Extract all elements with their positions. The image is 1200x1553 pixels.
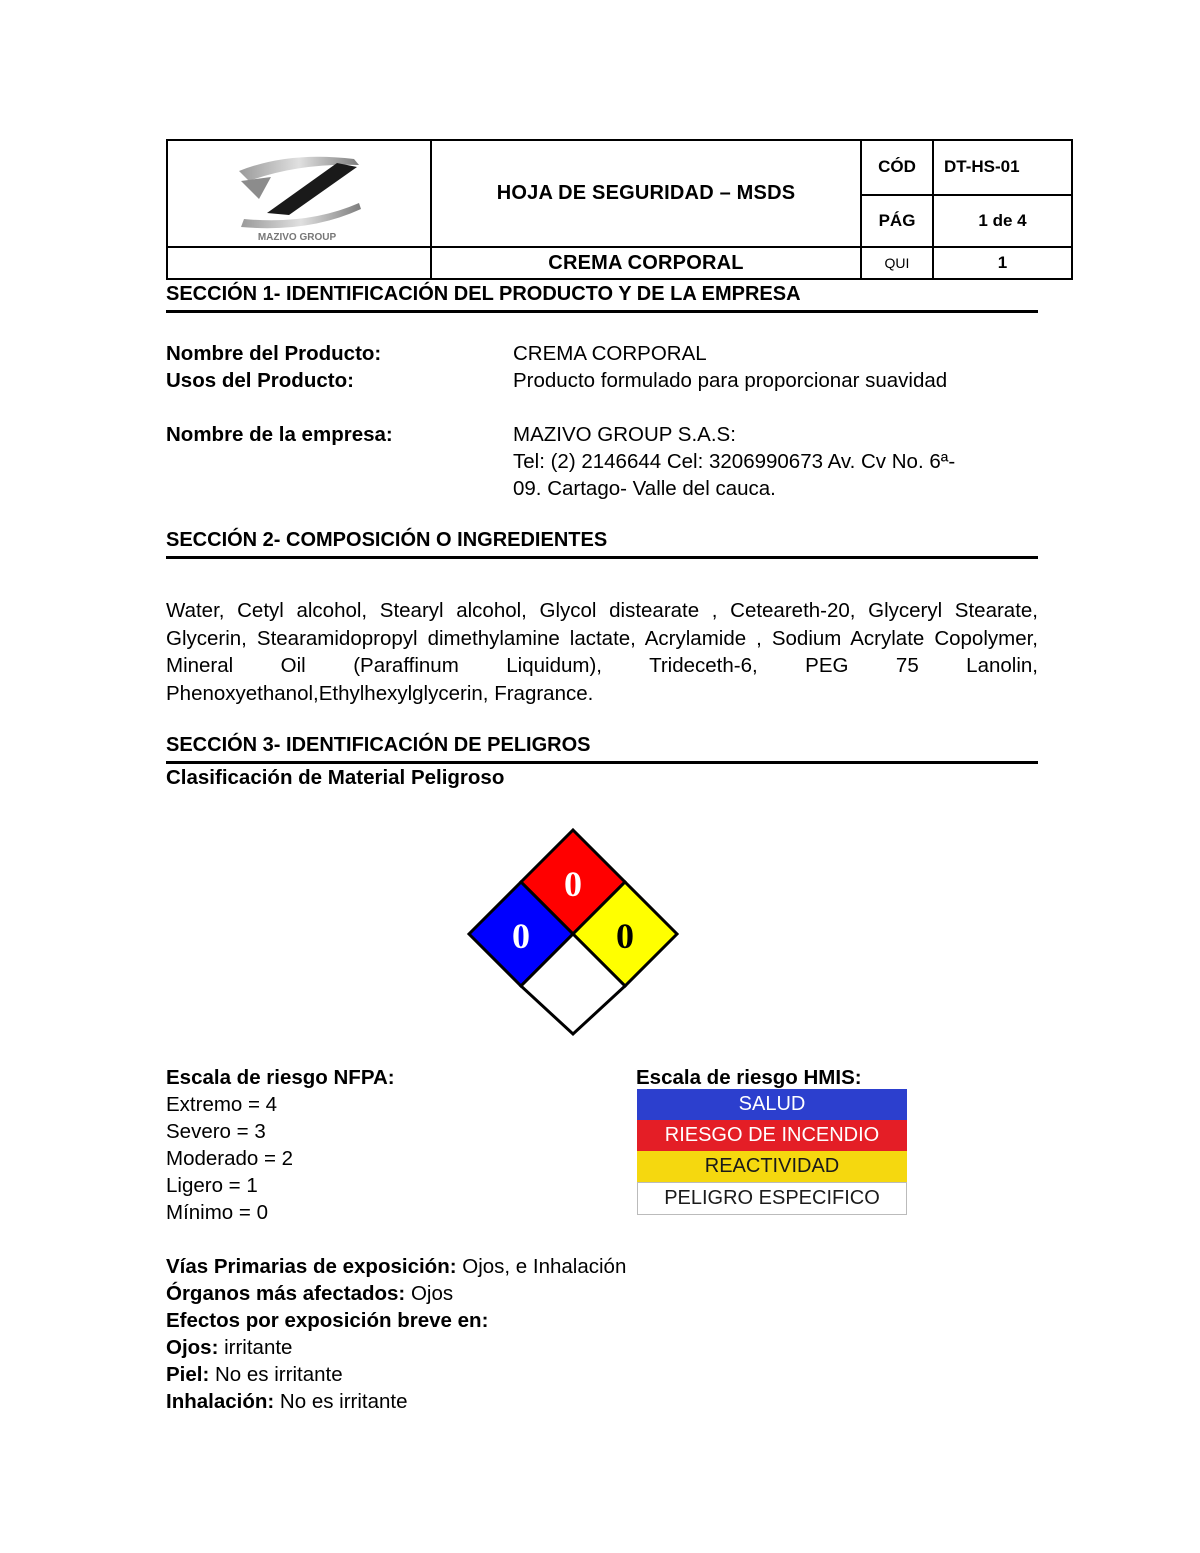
organs-affected (166, 1280, 453, 1307)
document-header (166, 139, 1073, 280)
hmis-scale-title: Escala de riesgo HMIS: (636, 1066, 862, 1089)
page-value: 1 de 4 (933, 195, 1072, 247)
nfpa-scale-item: Extremo = 4 (166, 1093, 278, 1116)
effect-inhalation (166, 1388, 408, 1415)
organs-value: Ojos (405, 1282, 454, 1305)
product-title: CREMA CORPORAL (431, 247, 861, 279)
section1-title: SECCIÓN 1- IDENTIFICACIÓN DEL PRODUCTO Y DE LA EMPRESA (166, 283, 1038, 313)
exposure-routes (166, 1253, 626, 1280)
hmis-row-especifico: PELIGRO ESPECIFICO (637, 1182, 907, 1215)
exposure-routes-value: Ojos, e Inhalación (456, 1255, 627, 1278)
skin-value: No es irritante (209, 1363, 343, 1386)
uses-value: Producto formulado para proporcionar suavidad (513, 369, 948, 392)
section2-title: SECCIÓN 2- COMPOSICIÓN O INGREDIENTES (166, 529, 1038, 559)
nfpa-scale-item: Ligero = 1 (166, 1174, 258, 1197)
contact-line-1: Tel: (2) 2146644 Cel: 3206990673 Av. Cv No. 6ª- (513, 450, 956, 473)
company-logo (219, 141, 379, 241)
section3-subtitle: Clasificación de Material Peligroso (166, 766, 505, 789)
nfpa-scale-item: Severo = 3 (166, 1120, 266, 1143)
hmis-row-salud: SALUD (637, 1089, 907, 1120)
inhalation-value: No es irritante (274, 1390, 408, 1413)
page-label: PÁG (861, 195, 933, 247)
product-name-label: Nombre del Producto: (166, 342, 382, 365)
eyes-label: Ojos: (166, 1336, 219, 1359)
company-value: MAZIVO GROUP S.A.S: (513, 423, 736, 446)
nfpa-flammability-value: 0 (564, 864, 582, 904)
code-label: CÓD (861, 140, 933, 195)
hmis-row-incendio: RIESGO DE INCENDIO (637, 1120, 907, 1151)
exposure-routes-label: Vías Primarias de exposición: (166, 1255, 457, 1278)
effect-eyes (166, 1334, 292, 1361)
nfpa-diamond (465, 826, 681, 1038)
document-title: HOJA DE SEGURIDAD – MSDS (431, 140, 861, 247)
hmis-row-reactividad: REACTIVIDAD (637, 1151, 907, 1182)
skin-label: Piel: (166, 1363, 210, 1386)
organs-label: Órganos más afectados: (166, 1282, 406, 1305)
effect-skin (166, 1361, 343, 1388)
logo-cell (167, 140, 431, 247)
nfpa-scale-title: Escala de riesgo NFPA: (166, 1066, 395, 1089)
nfpa-scale-item: Mínimo = 0 (166, 1201, 268, 1224)
nfpa-scale-item: Moderado = 2 (166, 1147, 294, 1170)
eyes-value: irritante (218, 1336, 293, 1359)
code-value: DT-HS-01 (933, 140, 1072, 195)
uses-label: Usos del Producto: (166, 369, 354, 392)
company-label: Nombre de la empresa: (166, 423, 393, 446)
product-name-value: CREMA CORPORAL (513, 342, 707, 365)
contact-line-2: 09. Cartago- Valle del cauca. (513, 477, 776, 500)
nfpa-health-value: 0 (512, 916, 530, 956)
effects-label: Efectos por exposición breve en: (166, 1309, 489, 1332)
qui-value: 1 (933, 247, 1072, 279)
logo-blank-cell (167, 247, 431, 279)
section3-title: SECCIÓN 3- IDENTIFICACIÓN DE PELIGROS (166, 734, 1038, 764)
svg-text:MAZIVO GROUP: MAZIVO GROUP (257, 232, 337, 241)
inhalation-label: Inhalación: (166, 1390, 275, 1413)
qui-label: QUI (861, 247, 933, 279)
ingredients-text: Water, Cetyl alcohol, Stearyl alcohol, Glycol distearate , Ceteareth-20, Glyceryl Stearate, Glycerin, Stearamidopropyl dimethylamine lactate, Acrylamide , Sodium Acrylate Copolymer, Mineral Oil (Paraffinum Liquidum), Trideceth-6, PEG 75 Lanolin, Phenoxyethanol,Ethylhexylglycerin, Fragrance. (166, 599, 1038, 705)
nfpa-reactivity-value: 0 (616, 916, 634, 956)
